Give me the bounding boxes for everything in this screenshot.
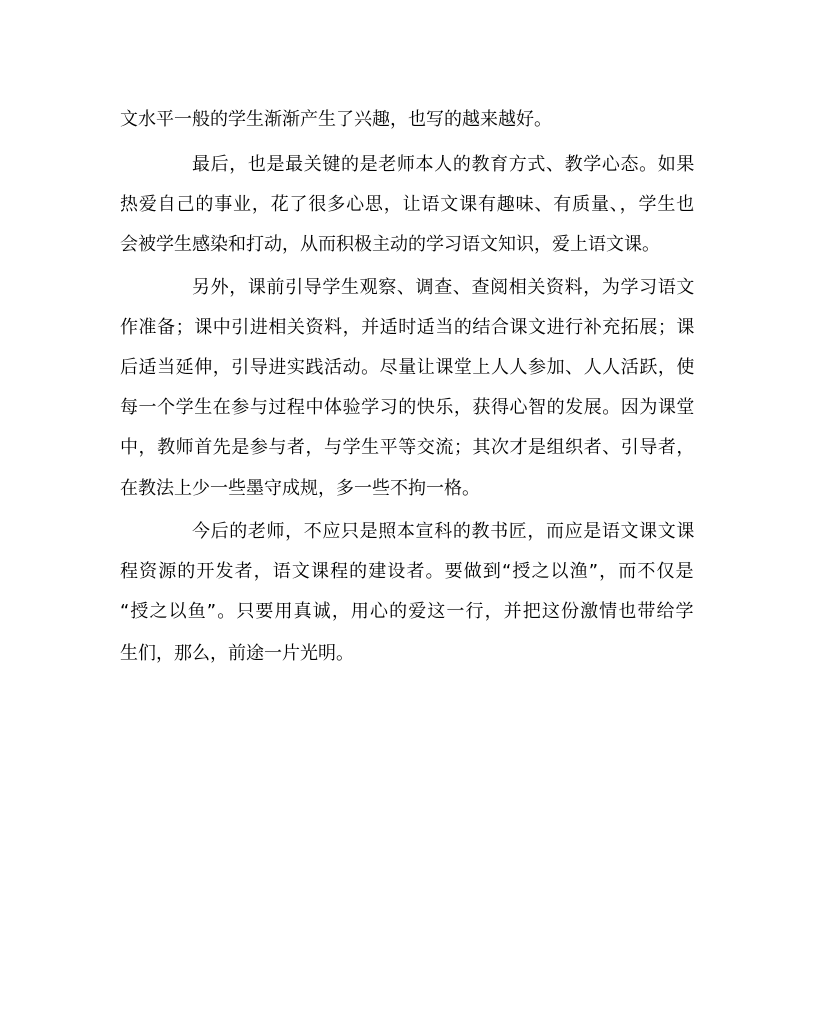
- text-line: 会被学生感染和打动，从而积极主动的学习语文知识，爱上语文课。: [120, 234, 660, 255]
- paragraph-first-line: 另外，课前引导学生观察、调查、查阅相关资料，为学习语文: [192, 277, 696, 298]
- paragraph-first-line: 今后的老师，不应只是照本宣科的教书匠，而应是语文课文课: [192, 521, 696, 542]
- text-line: 程资源的开发者，语文课程的建设者。要做到“授之以渔”，而不仅是: [120, 561, 695, 582]
- text-line: 作准备；课中引进相关资料，并适时适当的结合课文进行补充拓展；课: [120, 317, 695, 338]
- text-line: “授之以鱼”。只要用真诚，用心的爱这一行，并把这份激情也带给学: [120, 601, 695, 622]
- text-line: 每一个学生在参与过程中体验学习的快乐，获得心智的发展。因为课堂: [120, 397, 695, 418]
- text-line: 在教法上少一些墨守成规，多一些不拘一格。: [120, 478, 480, 499]
- text-line: 后适当延伸，引导进实践活动。尽量让课堂上人人参加、人人活跃，使: [120, 357, 695, 378]
- paragraph-first-line: 最后，也是最关键的是老师本人的教育方式、教学心态。如果: [192, 154, 696, 175]
- text-line: 文水平一般的学生渐渐产生了兴趣，也写的越来越好。: [120, 109, 552, 130]
- text-line: 热爱自己的事业，花了很多心思，让语文课有趣味、有质量、，学生也: [120, 194, 696, 215]
- text-line: 中，教师首先是参与者，与学生平等交流；其次才是组织者、引导者，: [120, 437, 695, 458]
- text-line: 生们，那么，前途一片光明。: [120, 643, 354, 664]
